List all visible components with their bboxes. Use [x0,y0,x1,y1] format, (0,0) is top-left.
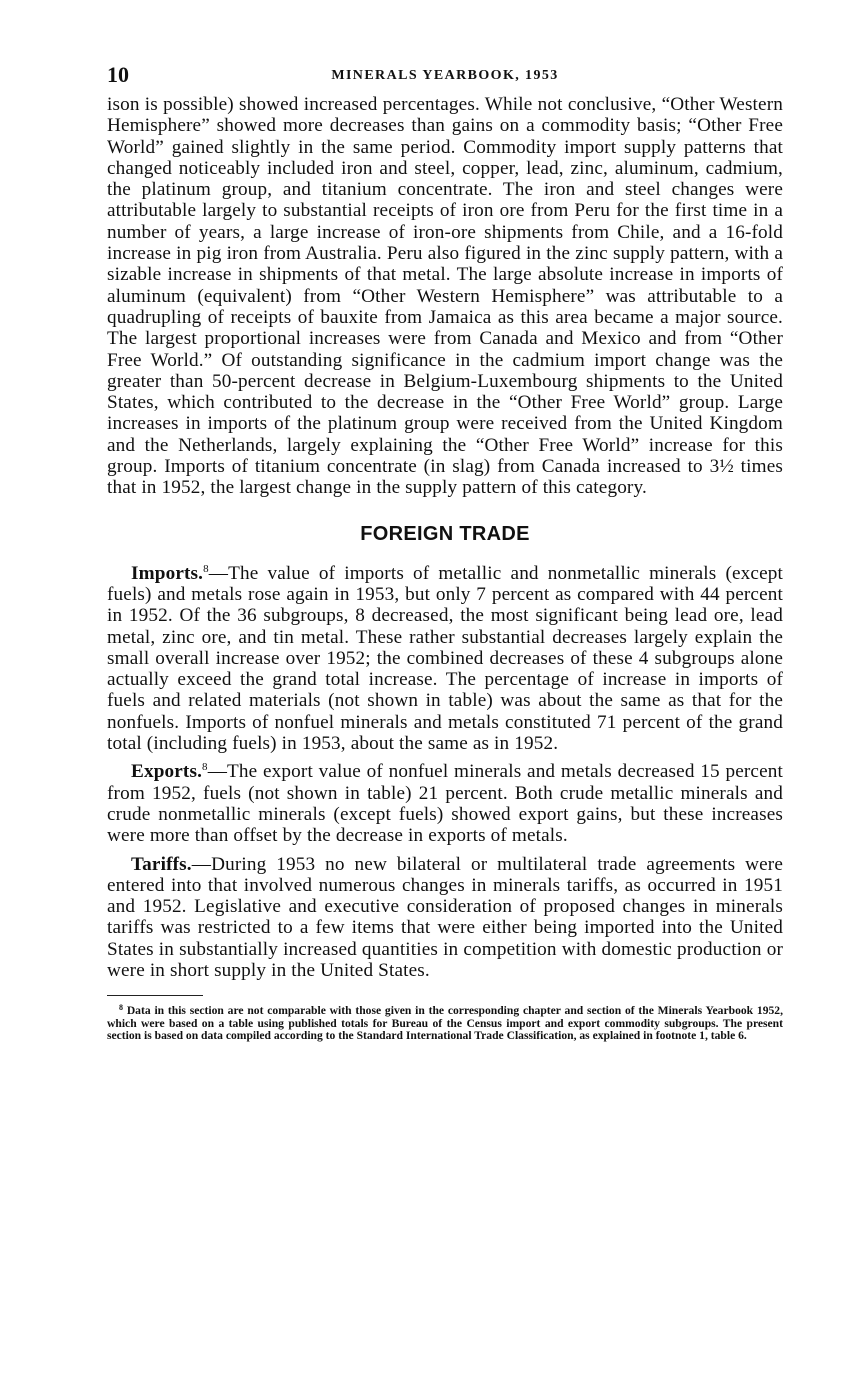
footnote-reference[interactable]: 8 [203,562,209,575]
footnote [107,1005,783,1042]
tariffs-paragraph [107,854,783,982]
footnote-text: Data in this section are not comparable with those given in the corresponding chapter and section of the Minerals Yearbook 1952, which were based on a table using published totals for Bureau of the Census import and export commodity subgroups. The present section is based on data compiled according to the Standard International Trade Classification, as explained in footnote 1, table 6. [107,1004,783,1043]
exports-run-in: Exports. [131,761,203,783]
imports-run-in: Imports. [131,562,204,584]
imports-text: —The value of imports of metallic and nonmetallic minerals (except fuels) and metals rose again in 1953, but only 7 percent as compared with 44 percent in 1952. Of the 36 subgroups, 8 decreased, the most significant being lead ore, lead metal, zinc ore, and tin metal. These rather substantial decreases largely explain the small overall increase over 1952; the combined decreases of these 4 subgroups alone actually exceed the grand total increase. The percentage of increase in imports of fuels and related materials (not shown in table) was about the same as that for the nonfuels. Imports of nonfuel minerals and metals constituted 71 percent of the grand total (including fuels) in 1953, about the same as in 1952. [107,562,783,755]
page-number: 10 [107,62,129,87]
document-page [107,62,783,1043]
exports-paragraph [107,761,783,846]
continuation-paragraph: ison is possible) showed increased percentages. While not conclusive, “Other Western Hemisphere” showed more decreases than gains on a commodity basis; “Other Free World” gained slightly in the same period. Commodity import supply patterns that changed noticeably included iron and steel, copper, lead, zinc, aluminum, cadmium, the platinum group, and titanium concentrate. The iron and steel changes were attributable largely to substantial receipts of iron ore from Peru for the first time in a number of years, a large increase of iron-ore shipments from Chile, and a 16-fold increase in pig iron from Australia. Peru also figured in the zinc supply pattern, with a sizable increase in shipments of that metal. The large absolute increase in imports of aluminum (equivalent) from “Other Western Hemisphere” was attributable to a quadrupling of receipts of bauxite from Jamaica as this area became a major source. The largest proportional increases were from Canada and Mexico and from “Other Free World.” Of outstanding significance in the cadmium import change was the greater than 50-percent decrease in Belgium-Luxembourg shipments to the United States, which contributed to the decrease in the “Other Free World” group. Large increases in imports of the platinum group were received from the United Kingdom and the Netherlands, largely explaining the “Other Free World” increase for this group. Imports of titanium concentrate (in slag) from Canada increased to 3½ times that in 1952, the largest change in the supply pattern of this category. [107,94,783,499]
running-head [107,62,783,94]
tariffs-text: —During 1953 no new bilateral or multilateral trade agreements were entered into that involved numerous changes in minerals tariffs, as occurred in 1951 and 1952. Legislative and executive consideration of proposed changes in minerals tariffs was restricted to a few items that were either being imported into the United States in substantially increased quantities in competition with domestic production or were in short supply in the United States. [107,853,783,981]
imports-paragraph [107,563,783,755]
exports-text: —The export value of nonfuel minerals and metals decreased 15 percent from 1952, fuels (not shown in table) 21 percent. Both crude metallic minerals and crude nonmetallic minerals (except fuels) showed export gains, but these increases were more than offset by the decrease in exports of metals. [107,761,783,847]
body-text [107,94,783,981]
footnote-divider [107,995,203,996]
footnote-marker: 8 [119,1003,123,1013]
footnote-reference[interactable]: 8 [202,761,208,774]
section-heading: FOREIGN TRADE [360,522,530,545]
running-title: MINERALS YEARBOOK, 1953 [331,68,559,83]
tariffs-run-in: Tariffs. [131,853,192,875]
